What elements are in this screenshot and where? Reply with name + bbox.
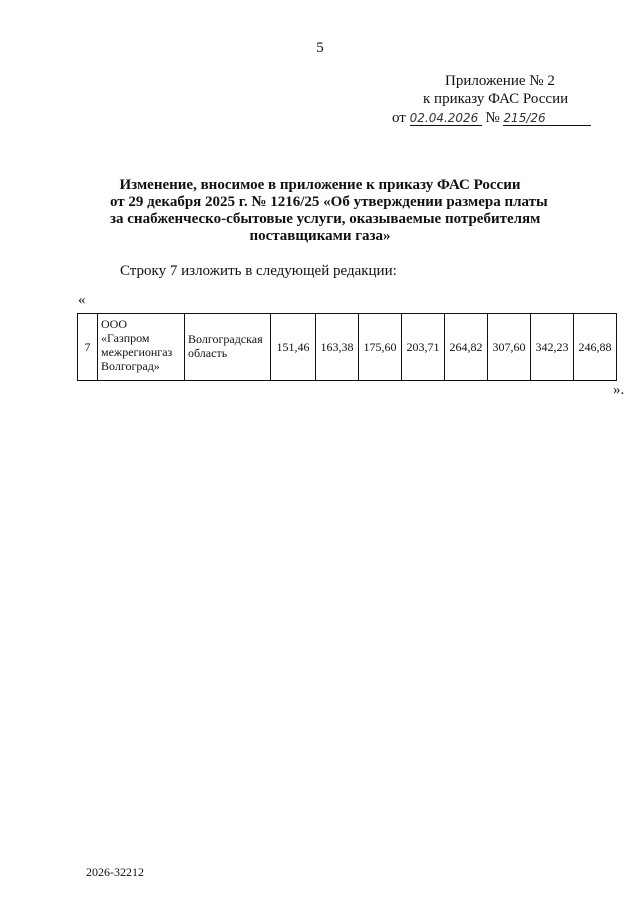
handwritten-date: 02.04.2026 (410, 111, 482, 126)
value-cell: 342,23 (531, 314, 574, 381)
heading-line: Изменение, вносимое в приложение к приказу ФАС России (119, 177, 521, 193)
replacement-table (77, 313, 617, 381)
supplier-line: «Газпром (101, 331, 150, 345)
supplier-line: ООО (101, 317, 127, 331)
value-cell: 151,46 (271, 314, 316, 381)
document-heading (110, 177, 548, 245)
supplier-line: межрегионгаз (101, 345, 173, 359)
appendix-date-line (392, 109, 612, 127)
region-line: Волгоградская (188, 332, 263, 346)
value-cell: 175,60 (359, 314, 402, 381)
table-row (78, 314, 617, 381)
value-cell: 203,71 (402, 314, 445, 381)
value-cell: 163,38 (316, 314, 359, 381)
supplier-cell (98, 314, 185, 381)
page-number: 5 (316, 40, 324, 56)
value-cell: 264,82 (445, 314, 488, 381)
heading-line: поставщиками газа» (249, 228, 391, 244)
region-cell (185, 314, 271, 381)
open-quote: « (78, 292, 86, 308)
heading-line: за снабженческо-сбытовые услуги, оказываемые потребителям (110, 211, 541, 227)
supplier-line: Волгоград» (101, 359, 160, 373)
appendix-reference: к приказу ФАС России (423, 91, 569, 107)
heading-line: от 29 декабря 2025 г. № 1216/25 «Об утверждении размера платы (110, 194, 548, 210)
number-sign: № (485, 110, 500, 126)
region-line: область (188, 346, 228, 360)
row-number: 7 (78, 314, 98, 381)
handwritten-number: 215/26 (503, 111, 591, 126)
close-quote: ». (613, 382, 625, 398)
date-prefix: от (392, 110, 406, 126)
value-cell: 307,60 (488, 314, 531, 381)
instruction-text: Строку 7 изложить в следующей редакции: (120, 263, 397, 279)
appendix-title: Приложение № 2 (445, 73, 555, 89)
value-cell: 246,88 (574, 314, 617, 381)
document-code: 2026-32212 (86, 865, 144, 879)
